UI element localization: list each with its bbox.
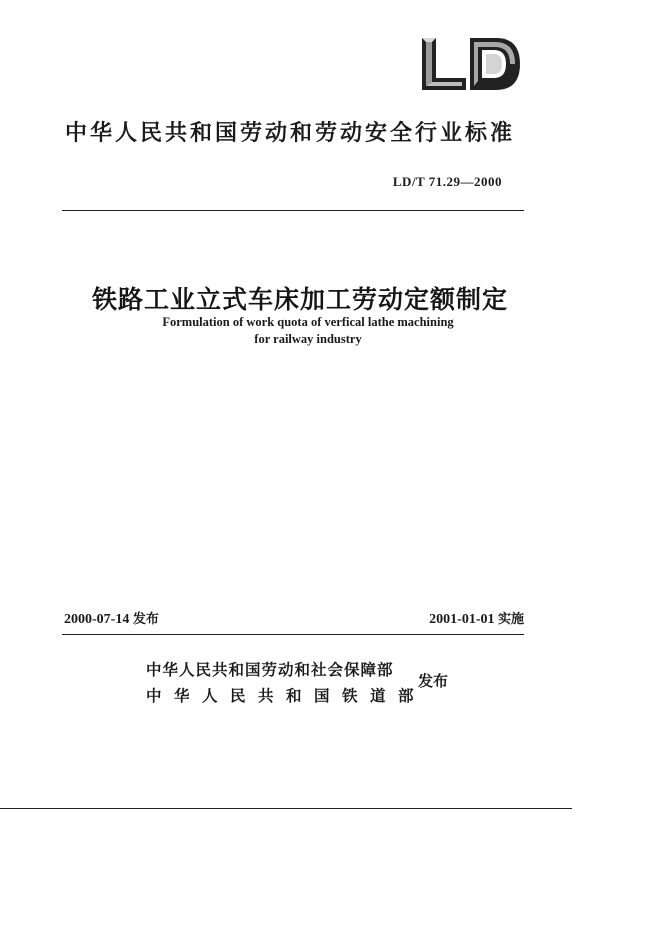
issue-date: 2000-07-14 <box>64 612 130 627</box>
implementation-date: 2001-01-01 <box>429 612 495 627</box>
issue-label: 发布 <box>132 612 159 627</box>
english-title-line-2: for railway industry <box>254 332 362 346</box>
standard-category-title: 中华人民共和国劳动和劳动安全行业标准 <box>64 121 515 146</box>
document-title-chinese: 铁路工业立式车床加工劳动定额制定 <box>91 285 508 314</box>
footer-divider <box>0 808 572 809</box>
ld-logo <box>416 34 526 94</box>
dates-divider <box>62 634 524 635</box>
implementation-label: 实施 <box>497 612 524 627</box>
issuer-ministry-labour: 中华人民共和国劳动和社会保障部 <box>146 661 394 679</box>
document-title-english <box>40 314 576 348</box>
standard-number: LD/T 71.29—2000 <box>392 174 502 189</box>
ld-logo-icon <box>416 34 526 94</box>
issuer-ministry-railways: 中华人民共和国铁道部 <box>146 687 427 705</box>
implementation-date-block <box>429 608 524 628</box>
issue-date-block <box>64 608 159 628</box>
issued-by-label: 发布 <box>418 672 449 690</box>
header-divider <box>62 210 524 211</box>
english-title-line-1: Formulation of work quota of verfical lathe machining <box>162 315 454 329</box>
